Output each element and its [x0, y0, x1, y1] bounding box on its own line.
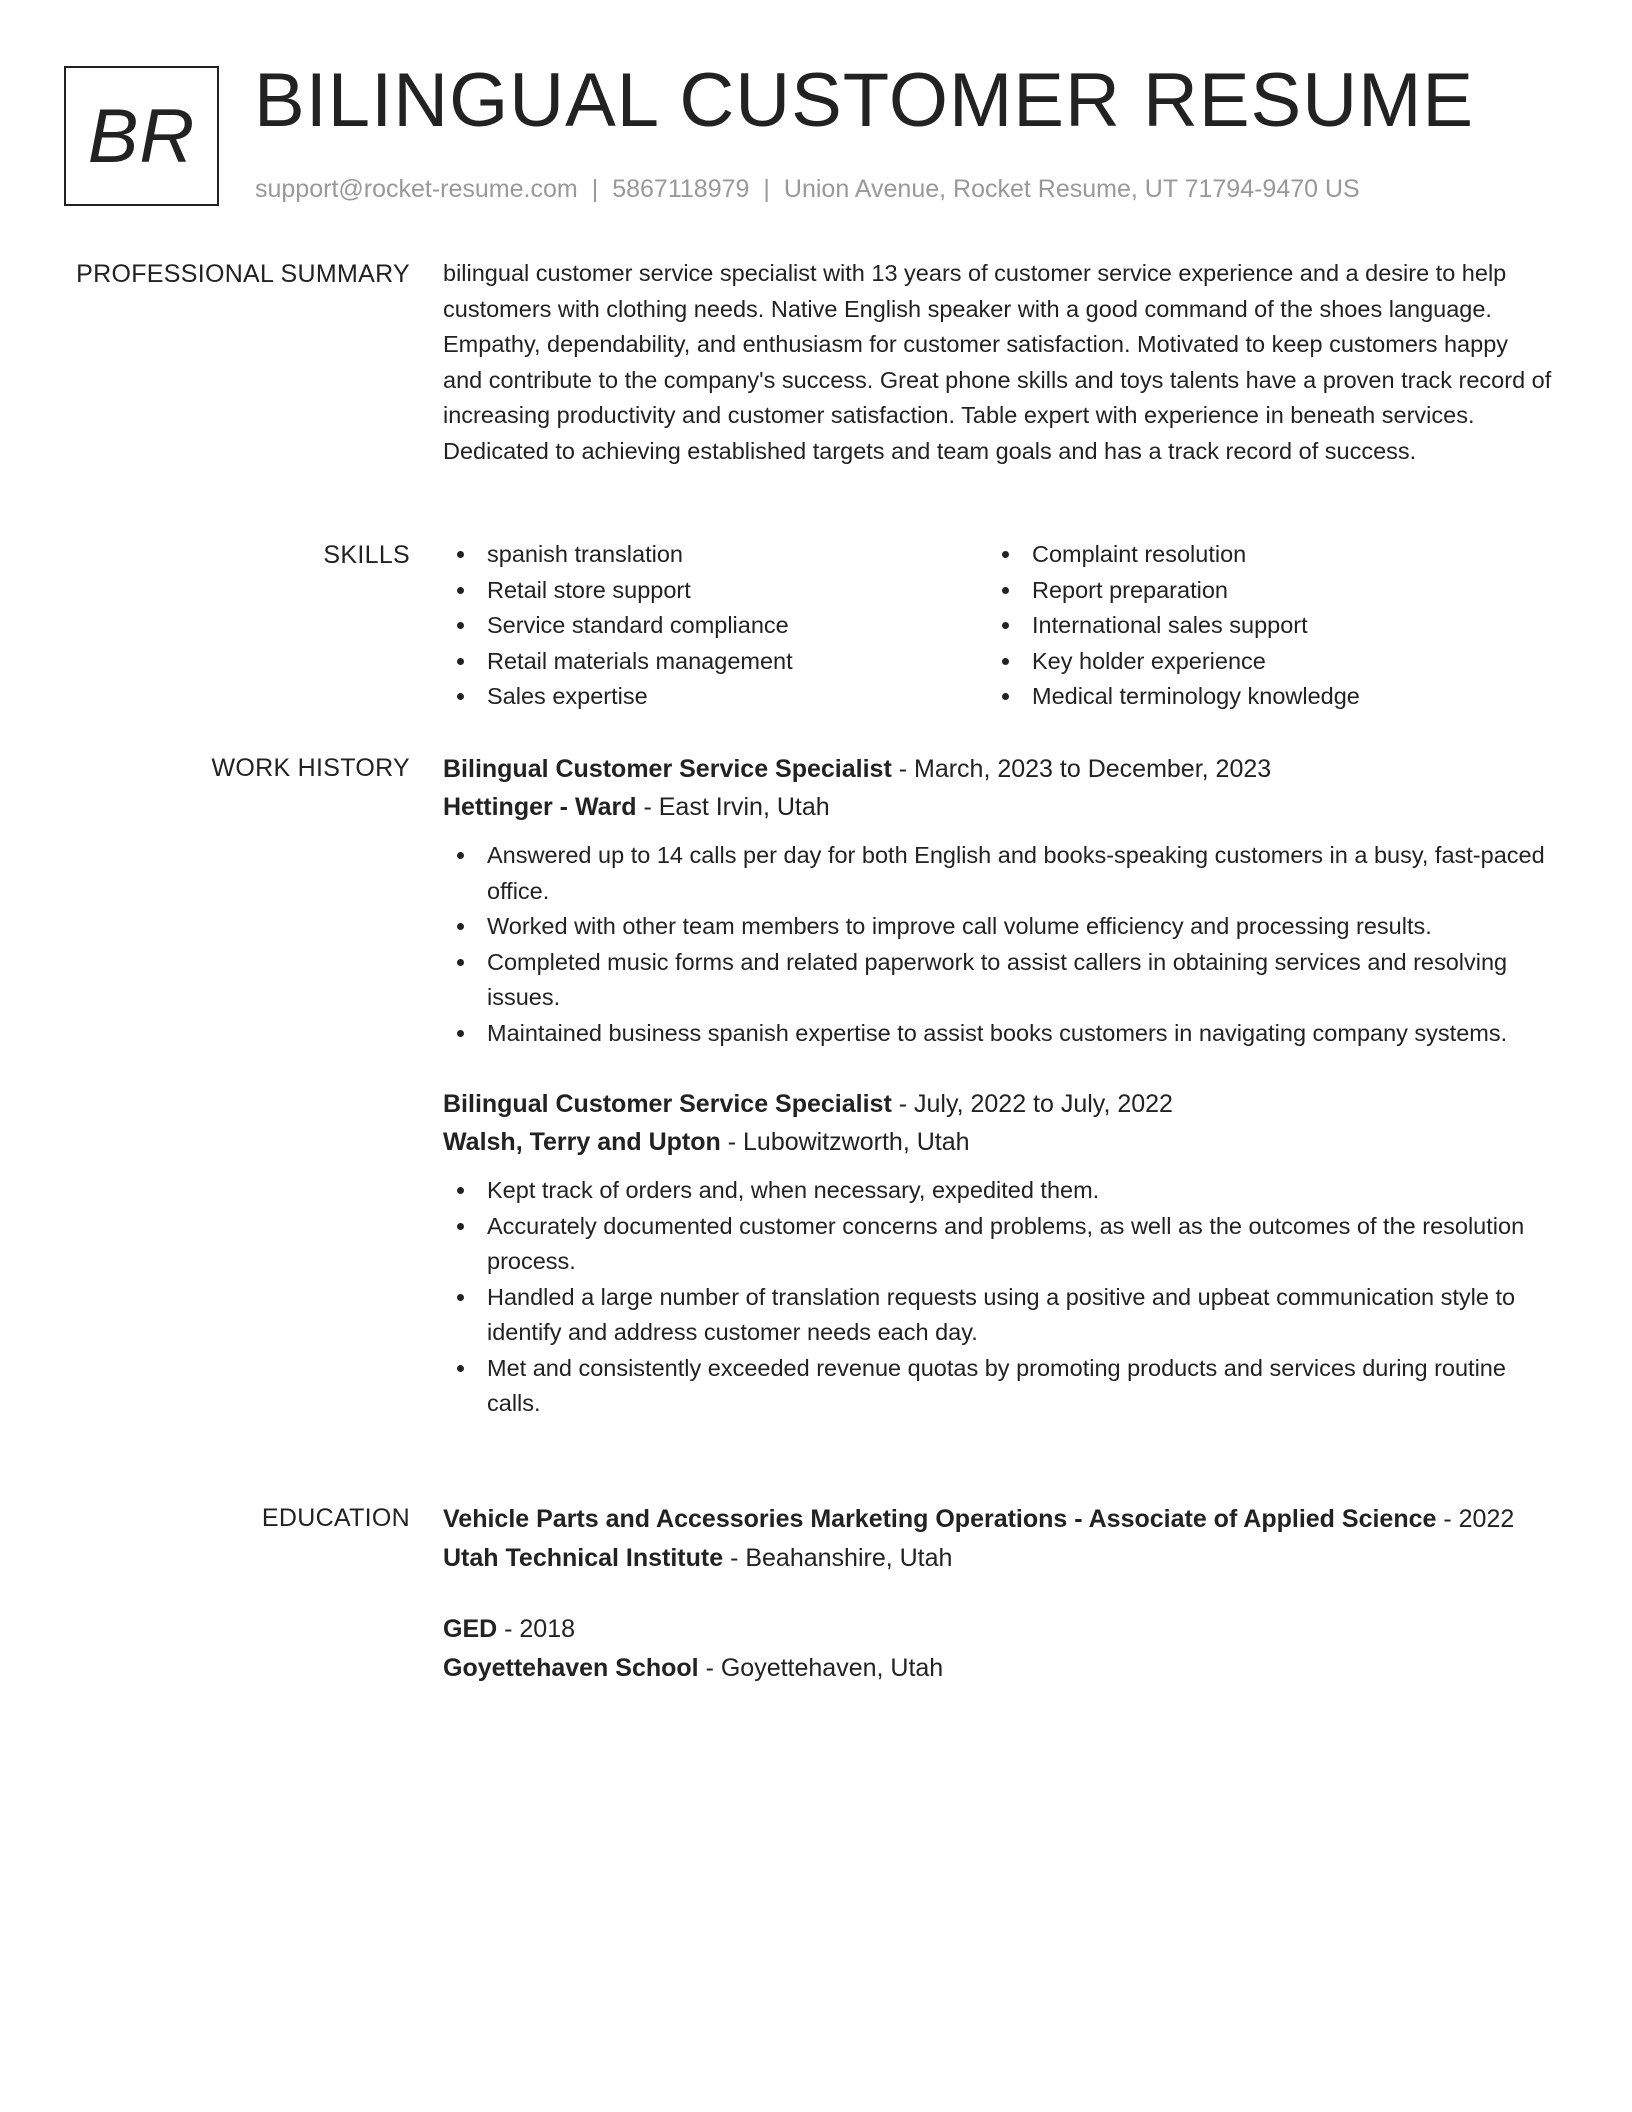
monogram-box	[64, 66, 219, 206]
job-location: - East Irvin, Utah	[636, 793, 830, 821]
education-degree-line	[443, 1610, 1553, 1649]
job-bullet: Accurately documented customer concerns and problems, as well as the outcomes of the resolution process.	[443, 1209, 1553, 1280]
job-dates: - March, 2023 to December, 2023	[891, 755, 1272, 783]
work-history-body	[443, 750, 1553, 1422]
education-location: - Goyettehaven, Utah	[698, 1654, 944, 1682]
education-school-line	[443, 1649, 1553, 1688]
skill-item: Retail store support	[443, 573, 988, 609]
summary-text: bilingual customer service specialist with 13 years of customer service experience and a desire to help customers with clothing needs. Native English speaker with a good command of the shoes language. Empathy, dependability, and enthusiasm for customer satisfaction. Motivated to keep customers happy and contribute to the company's success. Great phone skills and toys talents have a proven track record of increasing productivity and customer satisfaction. Table expert with experience in beneath services. Dedicated to achieving established targets and team goals and has a track record of success.	[443, 260, 1552, 464]
skill-item: Key holder experience	[988, 644, 1533, 680]
education-degree: GED	[443, 1615, 498, 1643]
job-bullet: Handled a large number of translation requests using a positive and upbeat communication style to identify and address customer needs each day.	[443, 1280, 1553, 1351]
skill-item: Report preparation	[988, 573, 1533, 609]
job-company: Hettinger - Ward	[443, 793, 637, 821]
contact-email: support@rocket-resume.com	[255, 175, 578, 203]
job-bullet: Worked with other team members to improve call volume efficiency and processing results.	[443, 909, 1553, 945]
summary-body	[443, 256, 1553, 469]
job-bullet: Answered up to 14 calls per day for both English and books-speaking customers in a busy, fast-paced office.	[443, 838, 1553, 909]
job-bullet: Met and consistently exceeded revenue quotas by promoting products and services during routine calls.	[443, 1351, 1553, 1422]
education-entry	[443, 1500, 1553, 1578]
skill-item: Sales expertise	[443, 679, 988, 715]
job-bullet: Kept track of orders and, when necessary, expedited them.	[443, 1173, 1553, 1209]
job-bullet: Completed music forms and related paperwork to assist callers in obtaining services and resolving issues.	[443, 945, 1553, 1016]
section-label-skills: SKILLS	[323, 541, 410, 569]
skill-item: Medical terminology knowledge	[988, 679, 1533, 715]
job-entry	[443, 750, 1553, 1051]
job-bullets	[443, 838, 1553, 1051]
education-school: Goyettehaven School	[443, 1654, 699, 1682]
education-location: - Beahanshire, Utah	[723, 1544, 953, 1572]
education-school: Utah Technical Institute	[443, 1544, 724, 1572]
education-body	[443, 1500, 1553, 1688]
section-label-summary: PROFESSIONAL SUMMARY	[76, 260, 410, 288]
skills-list-left	[443, 537, 988, 715]
section-label-work-history: WORK HISTORY	[211, 754, 410, 782]
skill-item: Retail materials management	[443, 644, 988, 680]
skills-columns	[443, 537, 1553, 715]
monogram-initials: BR	[87, 93, 196, 179]
skills-body	[443, 537, 1553, 715]
education-entry	[443, 1610, 1553, 1688]
job-title: Bilingual Customer Service Specialist	[443, 1090, 892, 1118]
skill-item: spanish translation	[443, 537, 988, 573]
section-label-education: EDUCATION	[261, 1504, 410, 1532]
contact-line	[255, 172, 1360, 206]
job-title-line	[443, 1085, 1553, 1123]
job-title-line	[443, 750, 1553, 788]
contact-phone: 5867118979	[612, 175, 750, 203]
resume-title: BILINGUAL CUSTOMER RESUME	[254, 58, 1475, 143]
job-bullets	[443, 1173, 1553, 1422]
skills-list-right	[988, 537, 1533, 715]
contact-address: Union Avenue, Rocket Resume, UT 71794-9470 US	[783, 175, 1360, 203]
job-entry	[443, 1085, 1553, 1422]
education-year: - 2018	[497, 1615, 576, 1643]
job-title: Bilingual Customer Service Specialist	[443, 755, 892, 783]
job-company-line	[443, 1123, 1553, 1161]
job-bullet: Maintained business spanish expertise to assist books customers in navigating company systems.	[443, 1016, 1553, 1052]
skill-item: Service standard compliance	[443, 608, 988, 644]
education-degree-line	[443, 1500, 1553, 1539]
skill-item: Complaint resolution	[988, 537, 1533, 573]
education-degree: Vehicle Parts and Accessories Marketing Operations - Associate of Applied Science	[443, 1505, 1437, 1533]
job-dates: - July, 2022 to July, 2022	[891, 1090, 1173, 1118]
education-year: - 2022	[1436, 1505, 1515, 1533]
skill-item: International sales support	[988, 608, 1533, 644]
education-school-line	[443, 1539, 1553, 1578]
job-location: - Lubowitzworth, Utah	[720, 1128, 970, 1156]
job-company: Walsh, Terry and Upton	[443, 1128, 721, 1156]
job-company-line	[443, 788, 1553, 826]
contact-separator: |	[763, 175, 770, 203]
contact-separator: |	[591, 175, 599, 203]
